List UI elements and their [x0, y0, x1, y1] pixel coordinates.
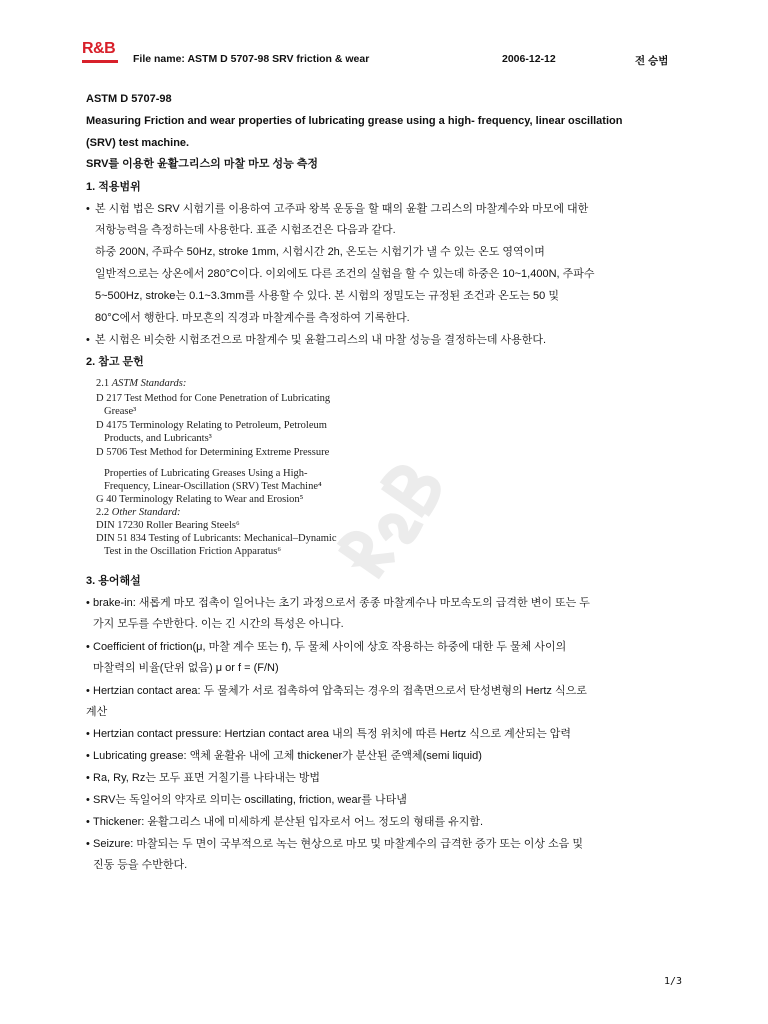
- reference-line: DIN 17230 Roller Bearing Steels⁶: [96, 520, 240, 531]
- reference-line: Frequency, Linear-Oscillation (SRV) Test Machine⁴: [104, 481, 322, 492]
- section-1-heading: 1. 적용범위: [86, 181, 141, 193]
- definition-text: Lubricating grease: 액체 윤활유 내에 고체 thickener가 분산된 준액체(semi liquid): [93, 750, 482, 762]
- definition-text: Thickener: 윤활그리스 내에 미세하게 분산된 입자로서 어느 정도의 형태를 유지함.: [93, 816, 484, 828]
- bullet-icon: •: [86, 816, 90, 828]
- reference-line: 2.1 ASTM Standards:: [96, 378, 187, 389]
- definition-text: Ra, Ry, Rz는 모두 표면 거칠기를 나타내는 방법: [93, 772, 321, 784]
- company-logo: R&B: [82, 40, 116, 57]
- title-korean: SRV를 이용한 윤활그리스의 마찰 마모 성능 측정: [86, 158, 319, 170]
- reference-line: Test in the Oscillation Friction Apparatus⁶: [104, 546, 282, 557]
- bullet-icon: •: [86, 794, 90, 806]
- definition-text: Coefficient of friction(μ, 마찰 계수 또는 f), 두 물체 사이에 상호 작용하는 하중에 대한 두 물체 사이의: [93, 641, 567, 653]
- document-date: 2006-12-12: [502, 53, 556, 65]
- bullet-icon: •: [86, 685, 90, 697]
- reference-line: Products, and Lubricants³: [104, 433, 212, 444]
- bullet-icon: •: [86, 597, 90, 609]
- section-1-text: 5~500Hz, stroke는 0.1~3.3mm를 사용할 수 있다. 본 시험의 정밀도는 규정된 조건과 온도는 50 및: [95, 290, 559, 302]
- logo-underline: [82, 60, 118, 63]
- section-1-text: 저항능력을 측정하는데 사용한다. 표준 시험조건은 다음과 같다.: [95, 224, 396, 236]
- reference-line: Properties of Lubricating Greases Using a High-: [104, 468, 308, 479]
- bullet-icon: •: [86, 838, 90, 850]
- section-1-text: 본 시험 법은 SRV 시험기를 이용하여 고주파 왕복 운동을 할 때의 윤활 그리스의 마찰계수와 마모에 대한: [95, 203, 589, 215]
- bullet-icon: •: [86, 728, 90, 740]
- author-name: 전 승범: [635, 55, 669, 67]
- standard-code: ASTM D 5707-98: [86, 93, 172, 105]
- section-3-heading: 3. 용어해설: [86, 575, 141, 587]
- reference-line: D 5706 Test Method for Determining Extreme Pressure: [96, 447, 330, 458]
- section-2-heading: 2. 참고 문헌: [86, 356, 144, 368]
- definition-text: Hertzian contact pressure: Hertzian contact area 내의 특정 위치에 따른 Hertz 식으로 계산되는 압력: [93, 728, 571, 740]
- bullet-icon: •: [86, 334, 90, 346]
- reference-line: Grease³: [104, 406, 137, 417]
- section-1-text: 하중 200N, 주파수 50Hz, stroke 1mm, 시험시간 2h, 온도는 시험기가 낼 수 있는 온도 영역이며: [95, 246, 545, 258]
- reference-line: DIN 51 834 Testing of Lubricants: Mechanical–Dynamic: [96, 533, 337, 544]
- page-header: [82, 40, 682, 68]
- section-1-text: 80°C에서 행한다. 마모흔의 직경과 마찰계수를 측정하여 기록한다.: [95, 312, 410, 324]
- reference-line: D 4175 Terminology Relating to Petroleum, Petroleum: [96, 420, 327, 431]
- section-1-text: 본 시험은 비슷한 시험조건으로 마찰계수 및 윤활그리스의 내 마찰 성능을 결정하는데 사용한다.: [95, 334, 547, 346]
- references-excerpt: [96, 378, 386, 564]
- bullet-icon: •: [86, 203, 90, 215]
- bullet-icon: •: [86, 772, 90, 784]
- definition-text: 진동 등을 수반한다.: [93, 859, 188, 871]
- bullet-icon: •: [86, 750, 90, 762]
- definition-text: Hertzian contact area: 두 물체가 서로 접촉하여 압축되는 경우의 접촉면으로서 탄성변형의 Hertz 식으로: [93, 685, 587, 697]
- reference-line: D 217 Test Method for Cone Penetration of Lubricating: [96, 393, 331, 404]
- definition-text: 마찰력의 비율(단위 없음) μ or f = (F/N): [93, 662, 279, 674]
- page-number: 1/3: [664, 976, 683, 987]
- definition-text: 계산: [86, 706, 108, 718]
- definition-text: SRV는 독일어의 약자로 의미는 oscillating, friction, wear를 나타냄: [93, 794, 407, 806]
- file-name: File name: ASTM D 5707-98 SRV friction & wear: [133, 53, 370, 65]
- title-line-2: (SRV) test machine.: [86, 137, 190, 149]
- definition-text: Seizure: 마찰되는 두 면이 국부적으로 녹는 현상으로 마모 및 마찰계수의 급격한 증가 또는 이상 소음 및: [93, 838, 583, 850]
- bullet-icon: •: [86, 641, 90, 653]
- section-1-text: 일반적으로는 상온에서 280°C이다. 이외에도 다른 조건의 실험을 할 수 있는데 하중은 10~1,400N, 주파수: [95, 268, 595, 280]
- reference-line: 2.2 Other Standard:: [96, 507, 181, 518]
- title-line-1: Measuring Friction and wear properties of lubricating grease using a high- frequency, linear oscillation: [86, 115, 623, 127]
- reference-line: G 40 Terminology Relating to Wear and Erosion⁵: [96, 494, 304, 505]
- definition-text: 가지 모두를 수반한다. 이는 긴 시간의 특성은 아니다.: [93, 618, 344, 630]
- definition-text: brake-in: 새롭게 마모 접촉이 일어나는 초기 과정으로서 종종 마찰계수나 마모속도의 급격한 변이 또는 두: [93, 597, 590, 609]
